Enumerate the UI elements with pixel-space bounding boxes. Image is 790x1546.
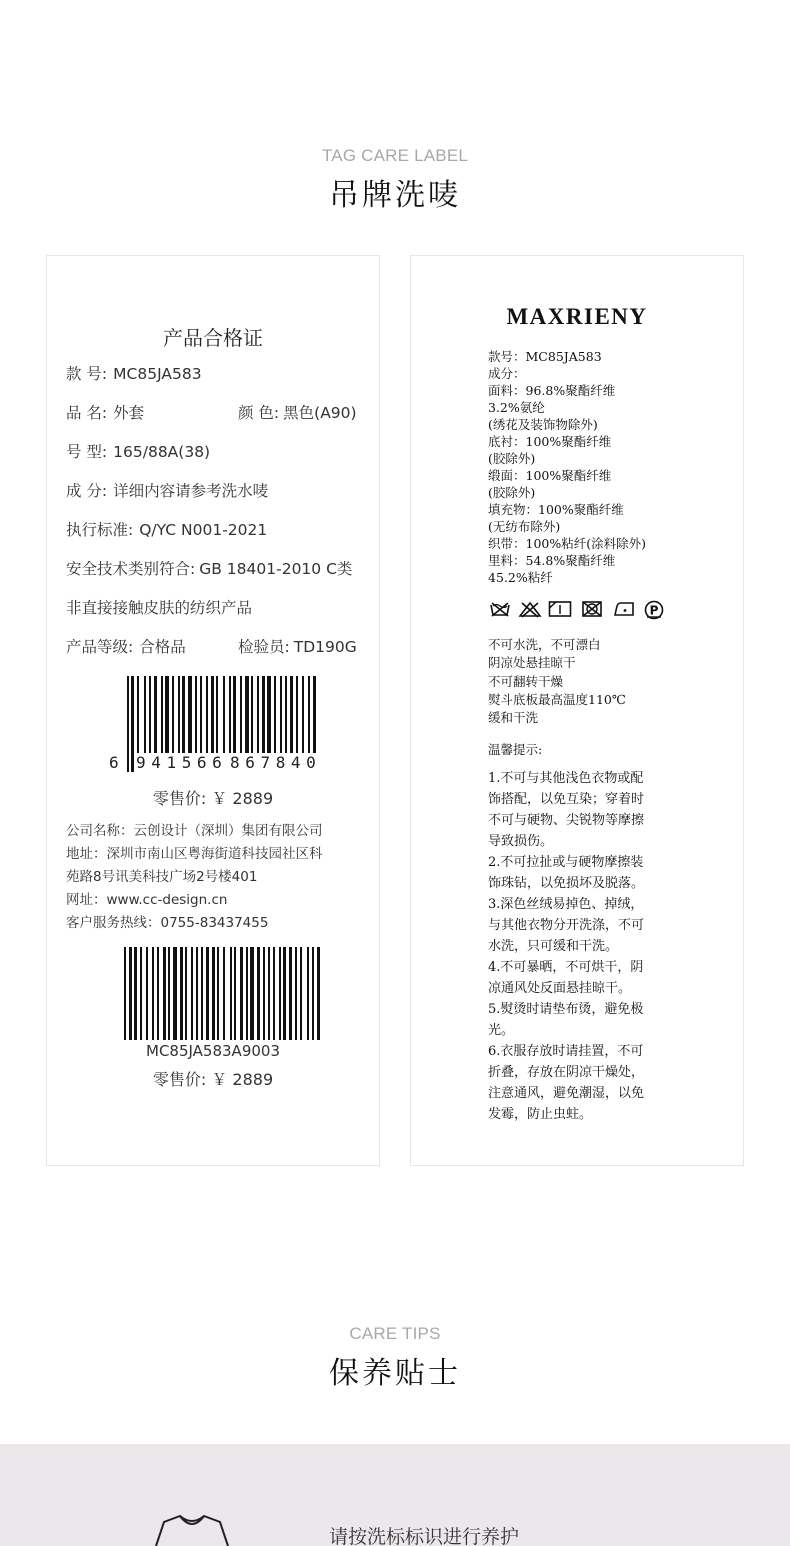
barcode-bar [152,947,154,1040]
company-website: 网址：www.cc-design.cn [66,892,228,908]
composition-line: 3.2%氨纶 [488,400,545,415]
composition-line: 成分： [488,366,526,381]
tip-line: 与其他衣物分开洗涤，不可 [488,918,645,933]
composition-line: 里料：54.8%聚酯纤维 [488,553,616,568]
tip-line: 饰搭配，以免互染；穿着时 [488,792,645,807]
tag-safety-row [66,557,352,579]
tag-safety-label: 安全技术类别符合: [66,560,196,578]
tip-line: 不可与硬物、尖锐物等摩擦 [488,813,645,828]
brand-name: MAXRIENY [506,304,648,329]
barcode-bar [131,676,134,772]
composition-line: 缎面：100%聚酯纤维 [488,468,612,483]
tip-line: 折叠，存放在阴凉干燥处， [488,1065,645,1080]
composition-line: 填充物：100%聚酯纤维 [488,502,624,517]
barcode-bar [173,947,177,1040]
barcode-bar [124,947,126,1040]
barcode-bar [230,947,232,1040]
barcode-bar [250,947,254,1040]
tag-color-label: 颜 色: [238,404,280,422]
barcode-bar [212,947,215,1040]
tag-name-row [66,401,144,423]
tag-style-row [66,362,202,384]
tip-line: 饰珠钻，以免损坏及脱落。 [488,876,645,891]
tip-line: 水洗，只可缓和干洗。 [488,939,619,954]
tag-standard-label: 执行标准: [66,521,134,539]
company-name: 公司名称：云创设计（深圳）集团有限公司 [66,823,323,839]
care-line: 缓和干洗 [488,710,539,726]
tip-line: 光。 [488,1023,515,1038]
retail-price-2: 零售价: ￥ 2889 [152,1070,274,1089]
no-wash-icon [489,600,511,622]
tag-size-value: 165/88A(38) [113,443,211,461]
tag-style-label: 款 号: [66,365,108,383]
barcode-bar [163,947,166,1040]
care-tips-text: 请按洗标标识进行养护 [329,1526,520,1546]
composition-line: 底衬：100%聚酯纤维 [488,434,612,449]
barcode-bar [157,947,159,1040]
barcode-bar [223,947,225,1040]
barcode-bar [289,947,292,1040]
care-instructions [488,636,626,727]
tag-size-label: 号 型: [66,443,108,461]
iron-110-icon [612,600,636,622]
tip-line: 凉通风处反面悬挂晾干。 [488,981,632,996]
barcode-bar [312,947,314,1040]
barcode-bar [180,947,183,1040]
tag-name-value: 外套 [113,404,145,422]
barcode-bar [295,947,297,1040]
barcode-bar [307,947,309,1040]
no-bleach-icon [518,600,542,622]
barcode-bar [140,947,142,1040]
barcode-bar [127,676,129,772]
company-address-line1: 地址：深圳市南山区粤海街道科技园社区科 [66,846,323,862]
composition-block [488,348,646,586]
tip-line: 5.熨烫时请垫布烫，避免极 [488,1002,644,1017]
tag-inspector-value: TD190G [293,638,357,656]
tip-line: 4.不可暴晒，不可烘干，阴 [488,960,644,975]
tag-composition-value: 详细内容请参考洗水唛 [113,482,269,500]
dry-clean-p-icon [643,600,665,624]
barcode-bar [206,947,209,1040]
section-title: 吊牌洗唛 [329,178,461,213]
tag-name-label: 品 名: [66,404,108,422]
barcode-bar [263,947,265,1040]
ean-digits-right: 867840 [230,753,322,772]
tag-standard-value: Q/YC N001-2021 [139,521,268,539]
care-line: 阴凉处悬挂晾干 [488,655,576,671]
shirt-icon [150,1514,234,1546]
ean-digits-left: 941566 [136,753,228,772]
composition-line: 45.2%粘纤 [488,570,553,585]
tag-size-row [66,440,210,462]
barcode-bar [279,947,281,1040]
tag-grade-row [66,635,186,657]
barcode-bar [240,947,243,1040]
barcode-bar [217,947,219,1040]
barcode-bar [300,947,302,1040]
tips-list [488,768,644,1125]
care-symbols [489,600,669,620]
composition-line: 款号：MC85JA583 [488,349,602,364]
tag-safety-value: GB 18401-2010 C类 [199,560,353,578]
barcode-bar [196,947,198,1040]
barcode-bar [146,947,148,1040]
sku-barcode [124,947,320,1040]
section2-title: 保养贴士 [329,1356,461,1391]
svg-text:P: P [649,603,659,618]
wash-label-card [410,255,744,1166]
composition-line: (胶除外) [488,485,536,500]
tag-inspector-label: 检验员: [238,638,290,656]
barcode-bar [273,947,275,1040]
section-subtitle: TAG CARE LABEL [321,146,469,165]
composition-line: (绣花及装饰物除外) [488,417,598,432]
no-tumble-dry-icon [581,600,603,622]
tips-heading: 温馨提示: [488,742,543,757]
composition-line: (胶除外) [488,451,536,466]
tag-inspector-row [238,635,357,657]
care-line: 熨斗底板最高温度110℃ [488,691,626,707]
tip-line: 导致损伤。 [488,834,554,849]
barcode-bar [201,947,203,1040]
care-line: 不可水洗，不可漂白 [488,637,601,652]
barcode-bar [317,947,320,1040]
barcode-bar [246,947,248,1040]
composition-line: (无纺布除外) [488,519,561,534]
care-line: 不可翻转干燥 [488,673,564,689]
sku-barcode-text: MC85JA583A9003 [146,1042,280,1060]
section2-subtitle: CARE TIPS [349,1324,441,1343]
tag-grade-label: 产品等级: [66,638,134,656]
tag-composition-row [66,479,268,501]
tag-standard-row [66,518,267,540]
tip-line: 1.不可与其他浅色衣物或配 [488,771,644,786]
care-tips-band [0,1444,790,1546]
ean-first-digit: 6 [109,753,125,772]
tag-color-row [238,401,357,423]
line-dry-shade-icon [548,600,572,622]
tag-heading: 产品合格证 [163,326,263,350]
barcode-bar [191,947,193,1040]
barcode-bar [257,947,260,1040]
tag-composition-label: 成 分: [66,482,108,500]
barcode-bar [129,947,132,1040]
barcode-bar [168,947,170,1040]
barcode-bar [234,947,236,1040]
barcode-bar [134,947,137,1040]
tag-safety-note: 非直接接触皮肤的纺织产品 [66,599,253,617]
tag-style-value: MC85JA583 [113,365,202,383]
tip-line: 3.深色丝绒易掉色、掉绒， [488,897,644,912]
composition-line: 织带：100%粘纤(涂料除外) [488,536,646,551]
tag-grade-value: 合格品 [139,638,186,656]
barcode-bar [185,947,187,1040]
tip-line: 6.衣服存放时请挂置，不可 [488,1044,644,1059]
tag-color-value: 黑色(A90) [283,404,357,422]
customer-hotline: 客户服务热线：0755-83437455 [66,915,269,931]
composition-line: 面料：96.8%聚酯纤维 [488,383,616,398]
barcode-bar [268,947,270,1040]
company-address-line2: 苑路8号讯美科技广场2号楼401 [66,869,258,885]
barcode-bar [283,947,286,1040]
tip-line: 注意通风，避免潮湿，以免 [488,1086,645,1101]
tip-line: 发霉，防止虫蛀。 [488,1107,593,1122]
tip-line: 2.不可拉扯或与硬物摩擦装 [488,855,644,870]
retail-price: 零售价: ￥ 2889 [152,789,274,808]
hang-tag-card [46,255,380,1166]
